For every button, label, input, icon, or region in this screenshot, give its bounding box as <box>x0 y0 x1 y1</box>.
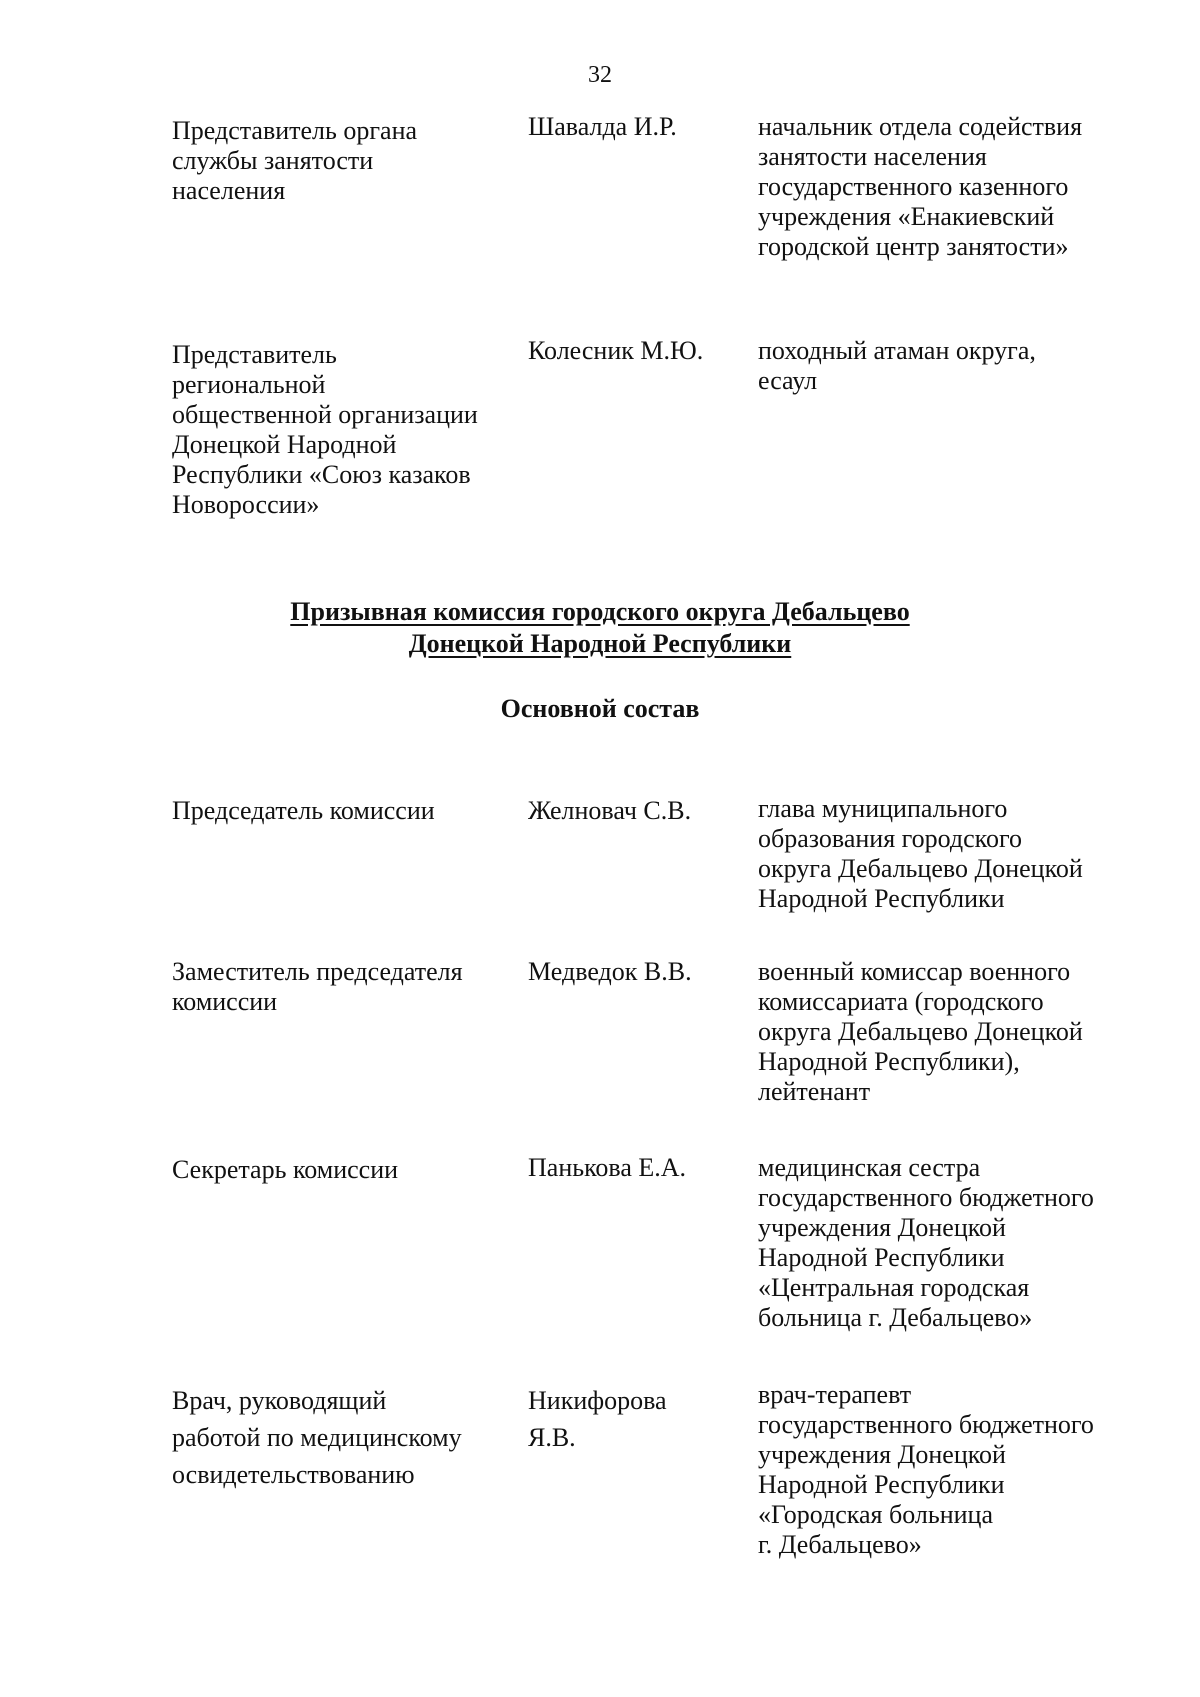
position-line: учреждения Донецкой <box>758 1440 1006 1469</box>
position-line: походный атаман округа, <box>758 336 1036 365</box>
member-name <box>528 1153 748 1183</box>
role-line: Донецкой Народной <box>172 430 397 459</box>
position-line: комиссариата (городского <box>758 987 1044 1016</box>
member-role <box>172 1155 532 1185</box>
section-heading-line: Призывная комиссия городского округа Дебальцево <box>290 597 910 626</box>
role-line: освидетельствованию <box>172 1460 415 1489</box>
member-role <box>172 957 532 1017</box>
position-line: Народной Республики <box>758 1470 1005 1499</box>
position-line: округа Дебальцево Донецкой <box>758 854 1083 883</box>
name-line: Колесник М.Ю. <box>528 336 704 365</box>
name-line: Никифорова <box>528 1386 667 1415</box>
role-line: Представитель органа <box>172 116 418 145</box>
section-subheading: Основной состав <box>500 694 700 723</box>
position-line: «Городская больница <box>758 1500 994 1529</box>
section-heading-line: Донецкой Народной Республики <box>408 629 792 658</box>
position-line: медицинская сестра <box>758 1153 981 1182</box>
name-line: Шавалда И.Р. <box>528 112 677 141</box>
role-line: Республики «Союз казаков <box>172 460 471 489</box>
position-line: Народной Республики <box>758 1243 1005 1272</box>
position-line: есаул <box>758 366 818 395</box>
member-role <box>172 116 532 206</box>
role-line: Врач, руководящий <box>172 1386 387 1415</box>
role-line: работой по медицинскому <box>172 1423 462 1452</box>
role-line: общественной организации <box>172 400 478 429</box>
position-line: учреждения Донецкой <box>758 1213 1006 1242</box>
position-line: «Центральная городская <box>758 1273 1030 1302</box>
position-line: городской центр занятости» <box>758 232 1069 261</box>
position-line: врач-терапевт <box>758 1380 912 1409</box>
section-heading <box>0 596 1200 660</box>
role-line: Представитель <box>172 340 337 369</box>
role-line: комиссии <box>172 987 278 1016</box>
name-line: Панькова Е.А. <box>528 1153 687 1182</box>
member-name <box>528 796 748 826</box>
position-line: учреждения «Енакиевский <box>758 202 1055 231</box>
member-position <box>758 336 1158 396</box>
position-line: больница г. Дебальцево» <box>758 1303 1033 1332</box>
member-name <box>528 112 748 142</box>
position-line: округа Дебальцево Донецкой <box>758 1017 1083 1046</box>
name-line: Я.В. <box>528 1423 576 1452</box>
position-line: Народной Республики), <box>758 1047 1020 1076</box>
name-line: Желновач С.В. <box>528 796 692 825</box>
role-line: Новороссии» <box>172 490 320 519</box>
role-line: населения <box>172 176 286 205</box>
position-line: государственного казенного <box>758 172 1069 201</box>
position-line: начальник отдела содействия <box>758 112 1083 141</box>
position-line: лейтенант <box>758 1077 871 1106</box>
position-line: образования городского <box>758 824 1023 853</box>
member-role <box>172 1382 532 1493</box>
page-number: 32 <box>588 62 612 88</box>
member-position <box>758 112 1158 262</box>
position-line: занятости населения <box>758 142 987 171</box>
position-line: г. Дебальцево» <box>758 1530 922 1559</box>
position-line: глава муниципального <box>758 794 1008 823</box>
name-line: Медведок В.В. <box>528 957 692 986</box>
position-line: Народной Республики <box>758 884 1005 913</box>
role-line: Председатель комиссии <box>172 796 435 825</box>
member-position <box>758 1153 1158 1333</box>
member-role <box>172 796 532 826</box>
member-name <box>528 957 748 987</box>
position-line: государственного бюджетного <box>758 1410 1094 1439</box>
role-line: Секретарь комиссии <box>172 1155 399 1184</box>
position-line: государственного бюджетного <box>758 1183 1094 1212</box>
member-name <box>528 336 748 366</box>
position-line: военный комиссар военного <box>758 957 1071 986</box>
role-line: службы занятости <box>172 146 374 175</box>
member-name <box>528 1382 748 1456</box>
member-position <box>758 957 1158 1107</box>
member-position <box>758 794 1158 914</box>
role-line: региональной <box>172 370 326 399</box>
member-position <box>758 1380 1158 1560</box>
role-line: Заместитель председателя <box>172 957 463 986</box>
member-role <box>172 340 532 520</box>
